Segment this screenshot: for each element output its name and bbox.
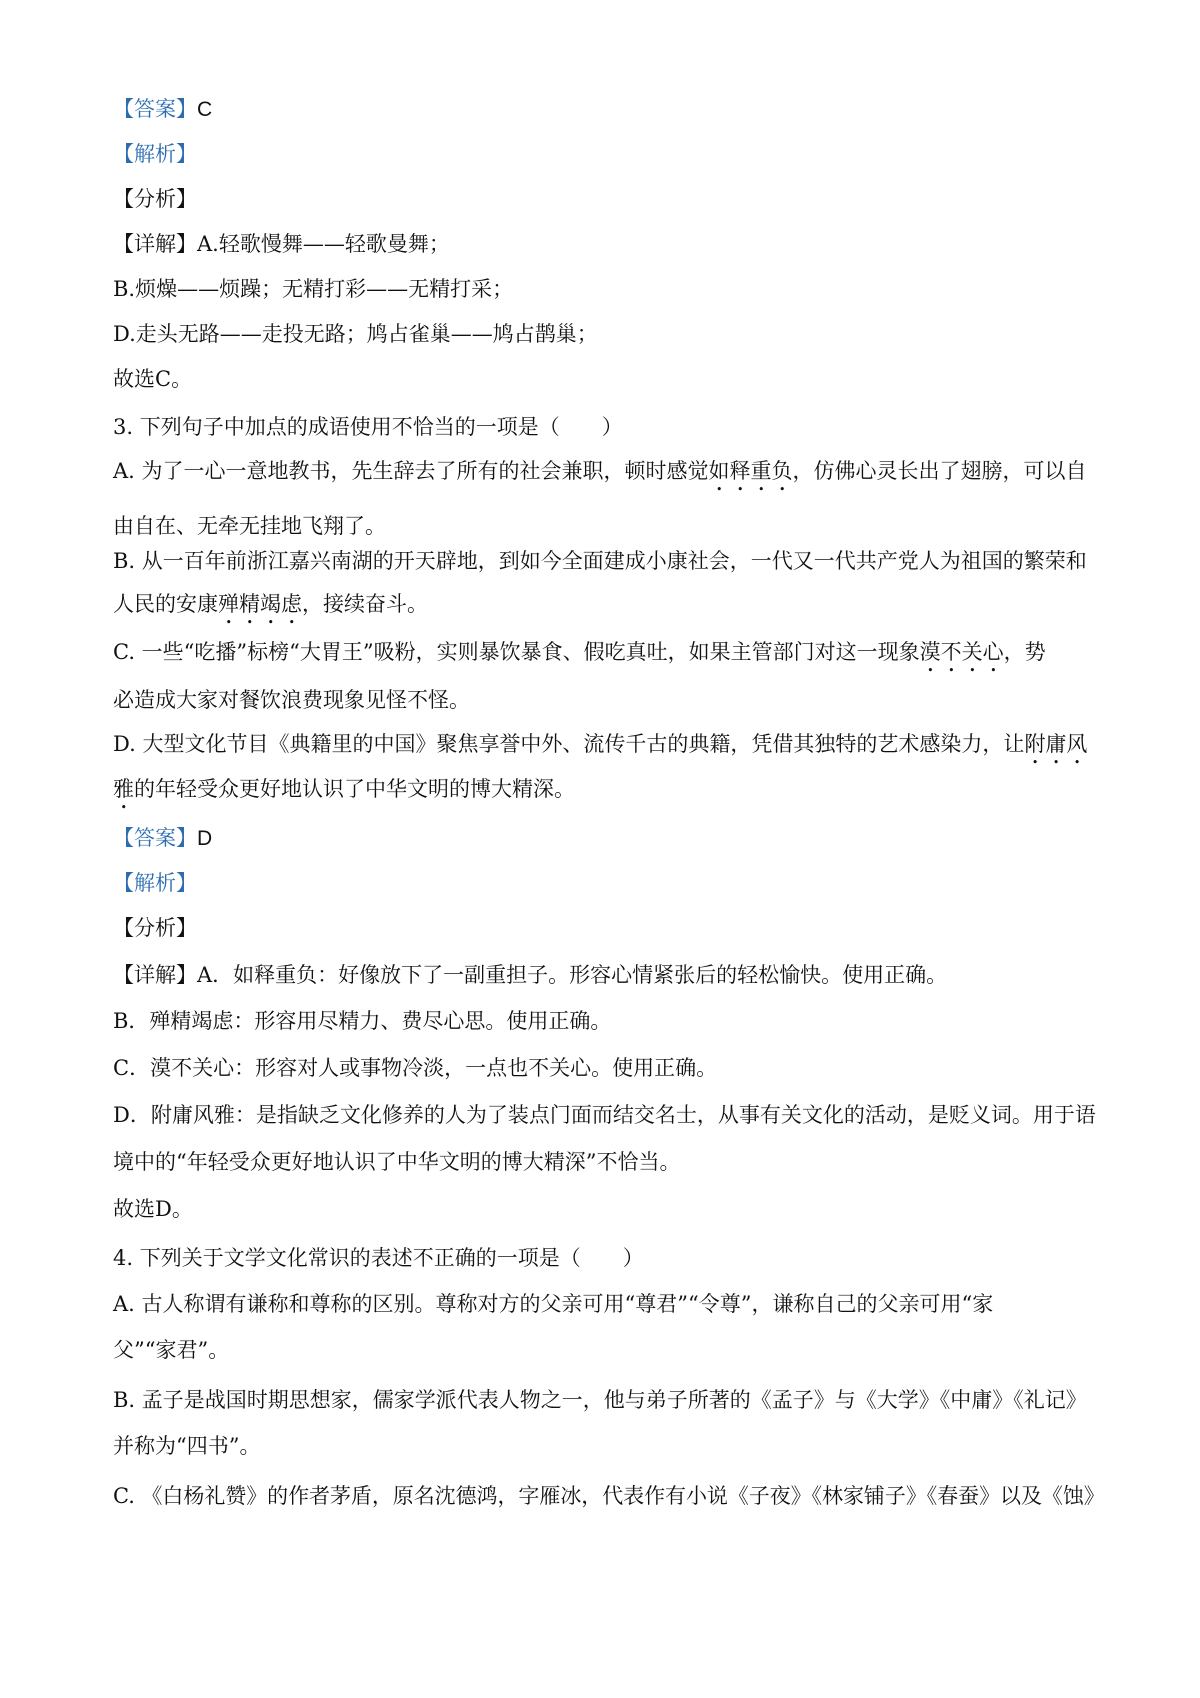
- analysis-tag[interactable]: 【解析】: [113, 871, 197, 895]
- q3-option-c-line1: [113, 638, 1046, 677]
- option-text: ，势: [1003, 640, 1046, 664]
- conclusion-line: 故选C。: [113, 367, 193, 391]
- detail-text: A.轻歌慢舞——轻歌曼舞；: [197, 232, 450, 256]
- answer-tag[interactable]: 【答案】: [113, 826, 197, 850]
- option-text: D. 大型文化节目《典籍里的中国》聚焦享誉中外、流传千古的典籍，凭借其独特的艺术感染力，让: [113, 732, 1025, 756]
- option-text: A. 为了一心一意地教书，先生辞去了所有的社会兼职，顿时感觉: [113, 459, 709, 483]
- q4-option-b-line1: B. 孟子是战国时期思想家，儒家学派代表人物之一，他与弟子所著的《孟子》与《大学》《中庸》《礼记》: [113, 1388, 1087, 1412]
- detail-line: D．附庸风雅：是指缺乏文化修养的人为了装点门面而结交名士，从事有关文化的活动，是贬义词。用于语: [113, 1103, 1096, 1127]
- fenxi-tag: 【分析】: [113, 916, 197, 940]
- detail-line: C．漠不关心：形容对人或事物冷淡，一点也不关心。使用正确。: [113, 1056, 718, 1080]
- detail-tag: 【详解】: [113, 232, 197, 256]
- option-text: 的年轻受众更好地认识了中华文明的博大精深。: [134, 777, 575, 801]
- emphasized-idiom: 附庸风: [1024, 732, 1088, 756]
- question-3-stem: 3. 下列句子中加点的成语使用不恰当的一项是（ ）: [113, 415, 623, 439]
- q4-option-a-line1: A. 古人称谓有谦称和尊称的区别。尊称对方的父亲可用“尊君”“令尊”，谦称自己的父亲可用“家: [113, 1292, 994, 1316]
- option-text: C. 一些“吃播”标榜“大胃王”吸粉，实则暴饮暴食、假吃真吐，如果主管部门对这一现象: [113, 640, 920, 664]
- detail-text: A．如释重负：好像放下了一副重担子。形容心情紧张后的轻松愉快。使用正确。: [197, 963, 948, 987]
- emphasized-idiom: 漠不关心: [919, 640, 1004, 664]
- answer-value: D: [197, 827, 213, 850]
- detail-line: B．殚精竭虑：形容用尽精力、费尽心思。使用正确。: [113, 1009, 612, 1033]
- answer-line-2: [113, 824, 212, 853]
- q3-option-b-line2: [113, 590, 428, 629]
- answer-tag[interactable]: 【答案】: [113, 97, 197, 121]
- emphasized-idiom: 殚精竭虑: [218, 592, 302, 616]
- q3-option-d-line1: [113, 730, 1087, 769]
- detail-line: [113, 961, 947, 989]
- option-text: 人民的安康: [113, 592, 218, 616]
- fenxi-tag: 【分析】: [113, 187, 197, 211]
- question-4-stem: 4. 下列关于文学文化常识的表述不正确的一项是（ ）: [113, 1246, 644, 1270]
- q3-option-a-line2: 由自在、无牵无挂地飞翔了。: [113, 514, 386, 538]
- detail-line: [113, 230, 450, 258]
- conclusion-line: 故选D。: [113, 1197, 193, 1221]
- q4-option-c-line1: C. 《白杨礼赞》的作者茅盾，原名沈德鸿，字雁冰，代表作有小说《子夜》《林家铺子》《春蚕》以及《蚀》: [113, 1484, 1105, 1508]
- option-text: ，仿佛心灵长出了翅膀，可以自: [792, 459, 1087, 483]
- emphasized-idiom: 雅: [113, 777, 134, 801]
- answer-value: C: [197, 98, 213, 121]
- q4-option-b-line2: 并称为“四书”。: [113, 1434, 261, 1458]
- option-text: ，接续奋斗。: [302, 592, 428, 616]
- q3-option-c-line2: 必造成大家对餐饮浪费现象见怪不怪。: [113, 688, 470, 712]
- analysis-tag[interactable]: 【解析】: [113, 142, 197, 166]
- q4-option-a-line2: 父”“家君”。: [113, 1338, 230, 1362]
- detail-line: B.烦燥——烦躁；无精打彩——无精打采；: [113, 277, 514, 301]
- q3-option-d-line2: [113, 775, 575, 814]
- detail-line: D.走头无路——走投无路；鸠占雀巢——鸠占鹊巢；: [113, 322, 598, 346]
- detail-tag: 【详解】: [113, 963, 197, 987]
- emphasized-idiom: 如释重负: [708, 459, 793, 483]
- detail-line: 境中的“年轻受众更好地认识了中华文明的博大精深”不恰当。: [113, 1150, 681, 1174]
- q3-option-a-line1: [113, 457, 1087, 496]
- q3-option-b-line1: B. 从一百年前浙江嘉兴南湖的开天辟地，到如今全面建成小康社会，一代又一代共产党人为祖国的繁荣和: [113, 549, 1087, 573]
- answer-line-1: [113, 95, 212, 124]
